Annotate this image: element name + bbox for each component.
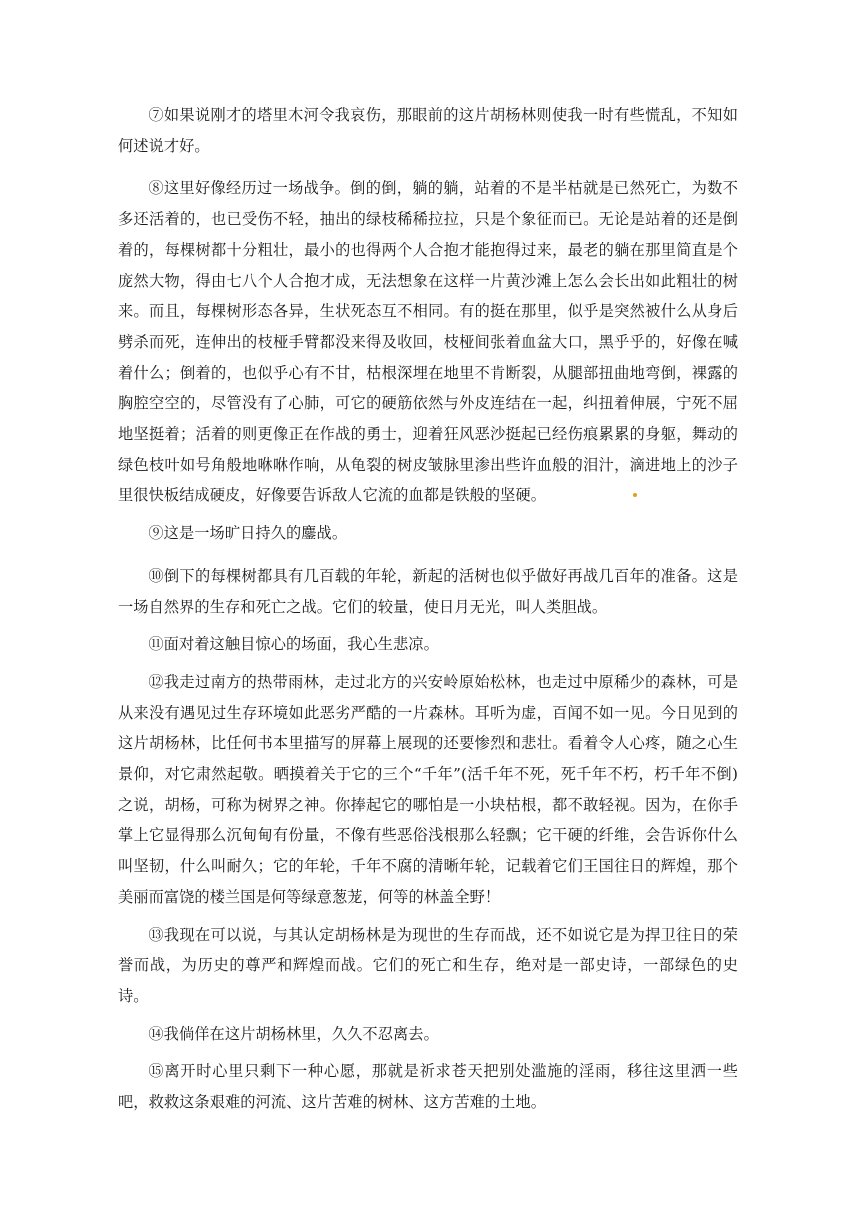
paragraph-14: ⑭我倘佯在这片胡杨林里，久久不忍离去。 (148, 1024, 439, 1043)
paragraph-9: ⑨这是一场旷日持久的鏖战。 (148, 524, 348, 543)
paragraph-8: ⑧这里好像经历过一场战争。倒的倒，躺的躺，站着的不是半枯就是已然死亡，为数不多还活着的，也已受伤不轻，抽出的绿枝稀稀拉拉，只是个象征而已。无论是站着的还是倒着的，每棵树都十分粗壮，最小的也得两个人合抱才能抱得过来，最老的躺在那里简直是个庞然大物，得由七八个人合抱才成，无法想象在这样一片黄沙滩上怎么会长出如此粗壮的树来。而且，每棵树形态各异，生状死态互不相同。有的挺在那里，似乎是突然被什么从身后劈杀而死，连伸出的枝桠手臂都没来得及收回，枝桠间张着血盆大口，黑乎乎的，好像在喊着什么；倒着的，也似乎心有不甘，枯根深埋在地里不肯断裂，从腿部扭曲地弯倒，裸露的胸腔空空的，尽管没有了心肺，可它的硬筋依然与外皮连结在一起，纠扭着伸展，宁死不屈地坚挺着；活着的则更像正在作战的勇士，迎着狂风恶沙挺起已经伤痕累累的身躯，舞动的绿色枝叶如号角般地咻咻作响，从龟裂的树皮皱脉里渗出些许血般的泪汁，滴进地上的沙子里很快板结成硬皮，好像要告诉敌人它流的血都是铁般的坚硬。 (118, 179, 738, 505)
paragraph-10: ⑩倒下的每棵树都具有几百载的年轮，新起的活树也似乎做好再战几百年的准备。这是一场自然界的生存和死亡之战。它们的较量，使日月无光，叫人类胆战。 (118, 566, 738, 616)
paragraph-15: ⑮离开时心里只剩下一种心愿，那就是祈求苍天把别处滥施的淫雨，移往这里洒一些吧，救救这条艰难的河流、这片苦难的树林、这方苦难的土地。 (118, 1062, 738, 1112)
stray-mark (633, 493, 637, 497)
paragraph-7: ⑦如果说刚才的塔里木河令我哀伤，那眼前的这片胡杨林则使我一时有些慌乱，不知如何述说才好。 (118, 106, 738, 155)
paragraph-12: ⑫我走过南方的热带雨林，走过北方的兴安岭原始松林，也走过中原稀少的森林，可是从来没有遇见过生存环境如此恶劣严酷的一片森林。耳听为虚，百闻不如一见。今日见到的这片胡杨林，比任何书本里描写的屏幕上展现的还要惨烈和悲壮。看着令人心疼，随之心生景仰，对它肃然起敬。晒摸着关于它的三个“千年”(活千年不死，死千年不朽，朽千年不倒)之说，胡杨，可称为树界之神。你捧起它的哪怕是一小块枯根，都不敢轻视。因为，在你手掌上它显得那么沉甸甸有份量，不像有些恶俗浅根那么轻飘；它干硬的纤维，会告诉你什么叫坚韧，什么叫耐久；它的年轮，千年不腐的清晰年轮，记载着它们王国往日的辉煌，那个美丽而富饶的楼兰国是何等绿意葱茏，何等的林盖全野！ (118, 672, 738, 906)
document-body (118, 100, 738, 1118)
paragraph-13: ⑬我现在可以说，与其认定胡杨林是为现世的生存而战，还不如说它是为捍卫往日的荣誉而战，为历史的尊严和辉煌而战。它们的死亡和生存，绝对是一部史诗，一部绿色的史诗。 (118, 925, 738, 1005)
paragraph-11: ⑪面对着这触目惊心的场面，我心生悲凉。 (148, 635, 439, 654)
